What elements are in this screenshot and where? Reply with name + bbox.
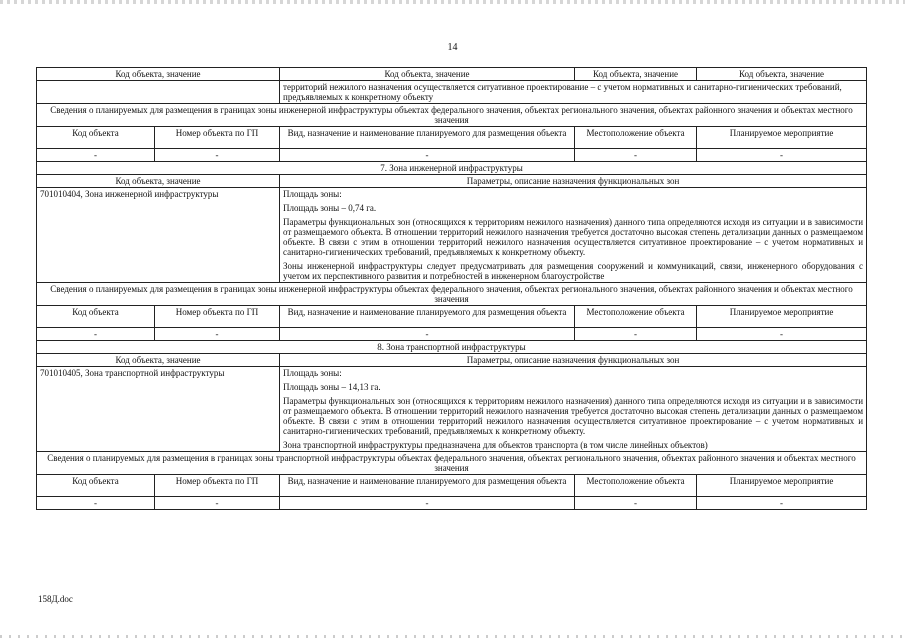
zone8-header-row: [37, 354, 867, 367]
top-header-3: Код объекта, значение: [575, 68, 697, 81]
footer-filename: 158Д.doc: [38, 594, 73, 604]
zone8-purpose-text: Зона транспортной инфраструктуры предназначена для объектов транспорта (в том числе линейных объектов): [283, 440, 708, 450]
col-measure: Планируемое мероприятие: [697, 306, 867, 328]
value-cell: -: [155, 497, 280, 510]
zone8-code: 701010405, Зона транспортной инфраструктуры: [37, 367, 280, 452]
col-number: Номер объекта по ГП: [155, 475, 280, 497]
scan-edge-top: [0, 0, 905, 4]
value-cell: -: [155, 328, 280, 341]
planned-title-7: Сведения о планируемых для размещения в границах зоны инженерной инфраструктуры объектах федерального значения, объектах регионального значения, объектах районного значения и объектах местного значения: [37, 283, 867, 306]
value-cell: -: [280, 149, 575, 162]
top-header-1: Код объекта, значение: [37, 68, 280, 81]
col-number: Номер объекта по ГП: [155, 306, 280, 328]
col-measure: Планируемое мероприятие: [697, 475, 867, 497]
page-number: 14: [447, 42, 458, 53]
zone8-description: [280, 367, 867, 452]
zone7-code-header: Код объекта, значение: [37, 175, 280, 188]
value-cell: -: [280, 328, 575, 341]
zone7-code: 701010404, Зона инженерной инфраструктуры: [37, 188, 280, 283]
col-code: Код объекта: [37, 306, 155, 328]
zone7-title: 7. Зона инженерной инфраструктуры: [37, 162, 867, 175]
planned-header-row-6: [37, 127, 867, 149]
zone8-code-header: Код объекта, значение: [37, 354, 280, 367]
scan-edge-bottom: [0, 635, 905, 638]
planned-title-row-6: [37, 104, 867, 127]
planned-title-row-8: [37, 452, 867, 475]
planned-title-8: Сведения о планируемых для размещения в границах зоны транспортной инфраструктуры объектах федерального значения, объектах регионального значения, объектах районного значения и объектах местного значения: [37, 452, 867, 475]
zone7-body-row: [37, 188, 867, 283]
col-location: Местоположение объекта: [575, 127, 697, 149]
planned-values-row-6: [37, 149, 867, 162]
value-cell: -: [37, 497, 155, 510]
col-location: Местоположение объекта: [575, 306, 697, 328]
value-cell: -: [37, 149, 155, 162]
value-cell: -: [697, 328, 867, 341]
col-measure: Планируемое мероприятие: [697, 127, 867, 149]
continued-text: территорий нежилого назначения осуществляется ситуативное проектирование – с учетом нормативных и санитарно-гигиенических требований, предъявляемых к конкретному объекту: [280, 81, 867, 104]
zone7-description: [280, 188, 867, 283]
top-header-4: Код объекта, значение: [697, 68, 867, 81]
zone8-area-value: Площадь зоны – 14,13 га.: [283, 382, 381, 392]
value-cell: -: [575, 328, 697, 341]
value-cell: -: [280, 497, 575, 510]
zones-table: [36, 67, 867, 510]
zone8-params-header: Параметры, описание назначения функциональных зон: [280, 354, 867, 367]
col-code: Код объекта: [37, 127, 155, 149]
zone7-param-text: Параметры функциональных зон (относящихся к территориям нежилого назначения) данного типа определяются исходя из ситуации и в зависимости от размещаемого объекта. В отношении территорий нежилого назначения требуется достаточно высокая степень детализации данных о размещаемом объекте. В связи с этим в отношении территорий нежилого назначения осуществляется ситуативное проектирование – с учетом нормативных и санитарно-гигиенических требований, предъявляемых к конкретному объекту.: [283, 217, 864, 257]
value-cell: -: [575, 497, 697, 510]
planned-values-row-8: [37, 497, 867, 510]
col-kind: Вид, назначение и наименование планируемого для размещения объекта: [280, 306, 575, 328]
zone8-area-label: Площадь зоны:: [283, 368, 342, 378]
zone7-header-row: [37, 175, 867, 188]
col-kind: Вид, назначение и наименование планируемого для размещения объекта: [280, 475, 575, 497]
col-code: Код объекта: [37, 475, 155, 497]
top-header-row: [37, 68, 867, 81]
zone8-body-row: [37, 367, 867, 452]
col-number: Номер объекта по ГП: [155, 127, 280, 149]
zone7-title-row: [37, 162, 867, 175]
value-cell: -: [37, 328, 155, 341]
zone7-area-label: Площадь зоны:: [283, 189, 342, 199]
value-cell: -: [697, 149, 867, 162]
planned-title-6: Сведения о планируемых для размещения в границах зоны инженерной инфраструктуры объектах федерального значения, объектах регионального значения, объектах районного значения и объектах местного значения: [37, 104, 867, 127]
planned-header-row-8: [37, 475, 867, 497]
zone7-area-value: Площадь зоны – 0,74 га.: [283, 203, 377, 213]
zone8-title: 8. Зона транспортной инфраструктуры: [37, 341, 867, 354]
col-location: Местоположение объекта: [575, 475, 697, 497]
value-cell: -: [155, 149, 280, 162]
planned-values-row-7: [37, 328, 867, 341]
col-kind: Вид, назначение и наименование планируемого для размещения объекта: [280, 127, 575, 149]
value-cell: -: [697, 497, 867, 510]
continued-empty: [37, 81, 280, 104]
top-header-2: Код объекта, значение: [280, 68, 575, 81]
zone8-title-row: [37, 341, 867, 354]
zone8-param-text: Параметры функциональных зон (относящихся к территориям нежилого назначения) данного типа определяются исходя из ситуации и в зависимости от размещаемого объекта. В отношении территорий нежилого назначения требуется достаточно высокая степень детализации данных о размещаемом объекте. В связи с этим в отношении территорий нежилого назначения осуществляется ситуативное проектирование – с учетом нормативных и санитарно-гигиенических требований, предъявляемых к конкретному объекту.: [283, 396, 864, 436]
zone7-purpose-text: Зоны инженерной инфраструктуры следует предусматривать для размещения сооружений и коммуникаций, связи, инженерного оборудования с учетом их перспективного развития и потребностей в инженерном благоустройстве: [283, 261, 864, 281]
value-cell: -: [575, 149, 697, 162]
planned-title-row-7: [37, 283, 867, 306]
continued-row: [37, 81, 867, 104]
zone7-params-header: Параметры, описание назначения функциональных зон: [280, 175, 867, 188]
planned-header-row-7: [37, 306, 867, 328]
